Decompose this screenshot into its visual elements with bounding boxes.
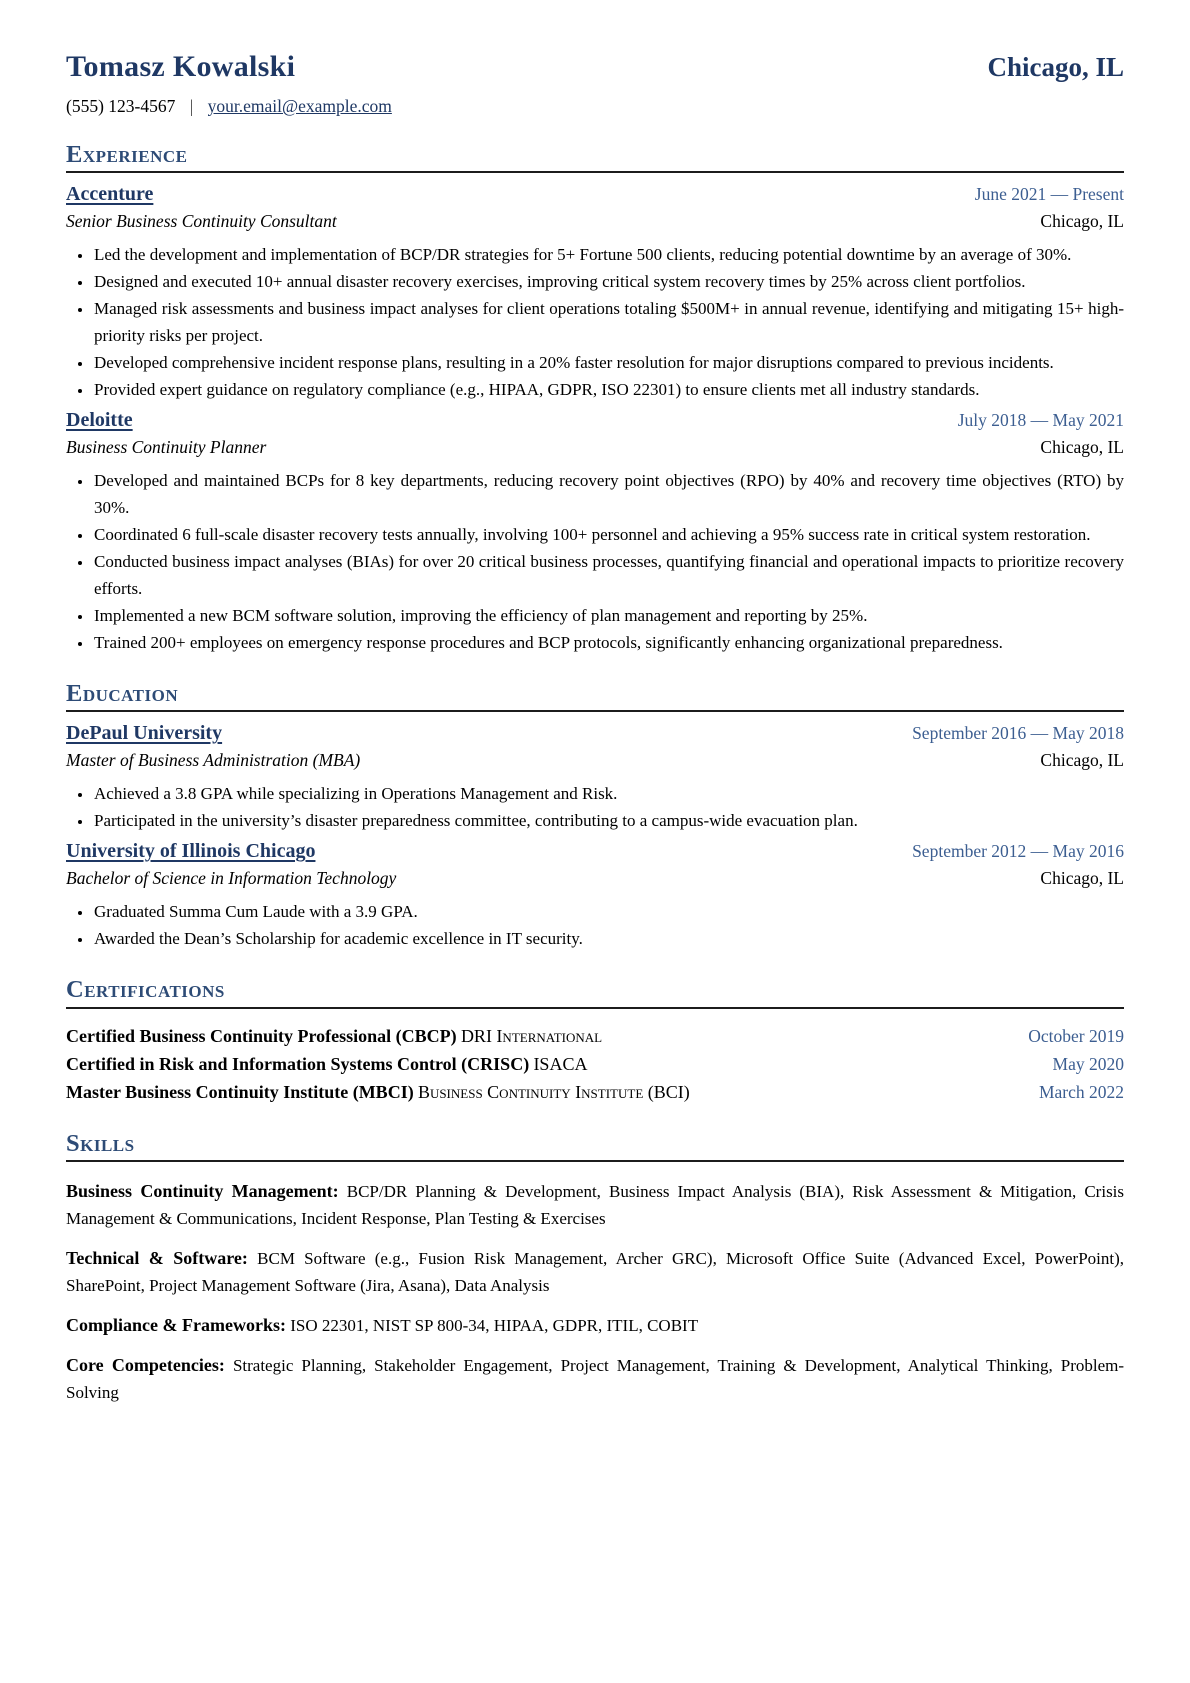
bullet-point: • Awarded the Dean’s Scholarship for academic excellence in IT security. xyxy=(93,925,1124,952)
school-location: Chicago, IL xyxy=(1040,868,1124,889)
certification-title: Master Business Continuity Institute (MBCI) xyxy=(66,1081,414,1102)
education-entry-depaul xyxy=(66,722,1124,834)
job-location: Chicago, IL xyxy=(1040,211,1124,232)
skill-line-technical xyxy=(66,1245,1124,1299)
date-range: June 2021 — Present xyxy=(974,184,1124,205)
degree-title: Bachelor of Science in Information Technology xyxy=(66,868,397,889)
bullet-list xyxy=(66,467,1124,656)
entry-subheader-row xyxy=(66,211,1124,232)
date-range: September 2012 — May 2016 xyxy=(912,841,1124,862)
job-location: Chicago, IL xyxy=(1040,437,1124,458)
date-range: July 2018 — May 2021 xyxy=(957,410,1124,431)
certification-name-group xyxy=(66,1051,587,1078)
certification-row-crisc xyxy=(66,1051,1124,1078)
bullet-list xyxy=(66,780,1124,834)
section-title-certifications: Certifications xyxy=(66,976,1124,1008)
header-location: Chicago, IL xyxy=(987,52,1124,82)
skill-category-label: Core Competencies: xyxy=(66,1354,225,1375)
bullet-point: • Achieved a 3.8 GPA while specializing in Operations Management and Risk. xyxy=(93,780,1124,807)
bullet-point: • Developed and maintained BCPs for 8 key departments, reducing recovery point objectives (RPO) by 40% and recovery time objectives (RTO) by 30%. xyxy=(93,467,1124,521)
contact-line xyxy=(66,96,1124,117)
certification-row-mbci xyxy=(66,1079,1124,1106)
skill-category-label: Compliance & Frameworks: xyxy=(66,1314,286,1335)
certification-issuer: DRI International xyxy=(460,1025,603,1046)
bullet-point: • Developed comprehensive incident response plans, resulting in a 20% faster resolution for major disruptions compared to previous incidents. xyxy=(93,349,1124,376)
experience-body xyxy=(66,173,1124,656)
entry-subheader-row xyxy=(66,868,1124,889)
date-range: September 2016 — May 2018 xyxy=(912,723,1124,744)
job-title: Senior Business Continuity Consultant xyxy=(66,211,337,232)
phone-number: (555) 123-4567 xyxy=(66,96,176,116)
skill-category-label: Business Continuity Management: xyxy=(66,1180,339,1201)
bullet-point: • Participated in the university’s disaster preparedness committee, contributing to a campus-wide evacuation plan. xyxy=(93,807,1124,834)
certification-name-group xyxy=(66,1079,690,1106)
skill-items: Strategic Planning, Stakeholder Engagement, Project Management, Training & Development, Analytical Thinking, Problem-Solving xyxy=(66,1355,1125,1402)
degree-title: Master of Business Administration (MBA) xyxy=(66,750,361,771)
experience-section xyxy=(66,141,1124,656)
person-name: Tomasz Kowalski xyxy=(66,50,296,83)
skills-section xyxy=(66,1130,1124,1406)
bullet-point: • Implemented a new BCM software solution, improving the efficiency of plan management and reporting by 25%. xyxy=(93,602,1124,629)
entry-header-row xyxy=(66,409,1124,432)
entry-header-row xyxy=(66,722,1124,745)
certification-name-group xyxy=(66,1023,602,1050)
bullet-point: • Conducted business impact analyses (BIAs) for over 20 critical business processes, quantifying financial and operational impacts to prioritize recovery efforts. xyxy=(93,548,1124,602)
section-title-experience: Experience xyxy=(66,141,1124,173)
skill-items: ISO 22301, NIST SP 800-34, HIPAA, GDPR, ITIL, COBIT xyxy=(290,1315,699,1335)
bullet-point: • Designed and executed 10+ annual disaster recovery exercises, improving critical system recovery times by 25% across client portfolios. xyxy=(93,268,1124,295)
company-link-accenture[interactable]: Accenture xyxy=(66,183,154,206)
experience-entry-deloitte xyxy=(66,409,1124,656)
certification-title: Certified Business Continuity Professional (CBCP) xyxy=(66,1025,457,1046)
skill-items: BCM Software (e.g., Fusion Risk Management, Archer GRC), Microsoft Office Suite (Advanced Excel, PowerPoint), SharePoint, Project Management Software (Jira, Asana), Data Analysis xyxy=(66,1248,1125,1295)
bullet-point: • Coordinated 6 full-scale disaster recovery tests annually, involving 100+ personnel and achieving a 95% success rate in critical system restoration. xyxy=(93,521,1124,548)
job-title: Business Continuity Planner xyxy=(66,437,267,458)
certification-row-cbcp xyxy=(66,1023,1124,1050)
education-body xyxy=(66,712,1124,952)
entry-header-row xyxy=(66,183,1124,206)
certification-date: March 2022 xyxy=(1038,1081,1124,1102)
bullet-point: • Trained 200+ employees on emergency response procedures and BCP protocols, significantly enhancing organizational preparedness. xyxy=(93,629,1124,656)
certification-issuer: Business Continuity Institute (BCI) xyxy=(417,1081,690,1102)
school-location: Chicago, IL xyxy=(1040,750,1124,771)
skills-body xyxy=(66,1162,1124,1406)
section-title-education: Education xyxy=(66,680,1124,712)
skill-line-compliance xyxy=(66,1312,1124,1339)
header-row xyxy=(66,50,1124,84)
certification-date: October 2019 xyxy=(1028,1025,1124,1046)
certifications-section xyxy=(66,976,1124,1105)
certifications-body xyxy=(66,1009,1124,1106)
education-section xyxy=(66,680,1124,952)
school-link-depaul[interactable]: DePaul University xyxy=(66,722,223,745)
resume-header xyxy=(66,50,1124,117)
bullet-point: • Graduated Summa Cum Laude with a 3.9 GPA. xyxy=(93,898,1124,925)
bullet-point: • Led the development and implementation of BCP/DR strategies for 5+ Fortune 500 clients, reducing potential downtime by an average of 30%. xyxy=(93,241,1124,268)
bullet-list xyxy=(66,241,1124,403)
entry-subheader-row xyxy=(66,750,1124,771)
entry-header-row xyxy=(66,840,1124,863)
bullet-point: • Provided expert guidance on regulatory compliance (e.g., HIPAA, GDPR, ISO 22301) to ensure clients met all industry standards. xyxy=(93,376,1124,403)
skill-line-bcm xyxy=(66,1178,1124,1232)
bullet-list xyxy=(66,898,1124,952)
company-link-deloitte[interactable]: Deloitte xyxy=(66,409,133,432)
email-link[interactable]: your.email@example.com xyxy=(207,96,392,116)
school-link-uic[interactable]: University of Illinois Chicago xyxy=(66,840,316,863)
bullet-point: • Managed risk assessments and business impact analyses for client operations totaling $500M+ in annual revenue, identifying and mitigating 15+ high-priority risks per project. xyxy=(93,295,1124,349)
entry-subheader-row xyxy=(66,437,1124,458)
section-title-skills: Skills xyxy=(66,1130,1124,1162)
certification-title: Certified in Risk and Information Systems Control (CRISC) xyxy=(66,1053,530,1074)
experience-entry-accenture xyxy=(66,183,1124,403)
certification-issuer: ISACA xyxy=(533,1053,588,1074)
contact-separator: | xyxy=(189,96,194,116)
skill-category-label: Technical & Software: xyxy=(66,1247,248,1268)
skill-items: BCP/DR Planning & Development, Business Impact Analysis (BIA), Risk Assessment & Mitigation, Crisis Management & Communications, Incident Response, Plan Testing & Exercises xyxy=(66,1181,1125,1228)
education-entry-uic xyxy=(66,840,1124,952)
certification-date: May 2020 xyxy=(1052,1053,1124,1074)
skill-line-competencies xyxy=(66,1352,1124,1406)
